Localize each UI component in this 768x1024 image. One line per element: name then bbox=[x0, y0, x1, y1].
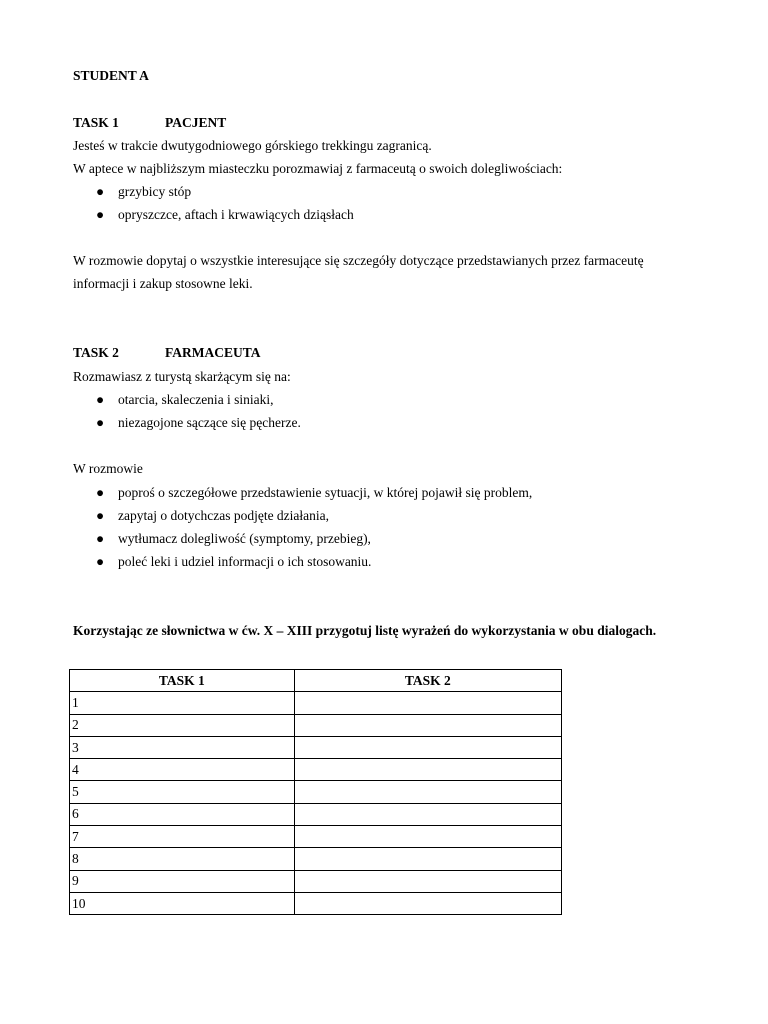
row-number: 7 bbox=[70, 826, 295, 848]
list-item-text: zapytaj o dotychczas podjęte działania, bbox=[118, 508, 330, 523]
table-header-task2: TASK 2 bbox=[294, 670, 561, 692]
bullet-icon: ● bbox=[96, 207, 105, 222]
list-item-text: niezagojone sączące się pęcherze. bbox=[118, 415, 301, 430]
row-number: 3 bbox=[70, 736, 295, 758]
task2-line1: Rozmawiasz z turystą skarżącym się na: bbox=[73, 369, 291, 384]
list-item-text: otarcia, skaleczenia i siniaki, bbox=[118, 392, 274, 407]
blank-cell bbox=[294, 848, 561, 870]
bullet-icon: ● bbox=[96, 554, 105, 569]
blank-cell bbox=[294, 692, 561, 714]
task1-label: TASK 1 bbox=[73, 115, 119, 130]
task1-line2: W aptece w najbliższym miasteczku porozmawiaj z farmaceutą o swoich dolegliwościach: bbox=[73, 161, 563, 176]
table-row bbox=[70, 892, 562, 914]
blank-cell bbox=[294, 736, 561, 758]
table-row bbox=[70, 692, 562, 714]
table-row bbox=[70, 848, 562, 870]
list-item bbox=[96, 184, 191, 200]
blank-cell bbox=[294, 759, 561, 781]
answer-table bbox=[69, 669, 562, 915]
list-item-text: wytłumacz dolegliwość (symptomy, przebieg), bbox=[118, 531, 371, 546]
blank-cell bbox=[294, 803, 561, 825]
task1-role: PACJENT bbox=[165, 115, 227, 130]
row-number: 4 bbox=[70, 759, 295, 781]
row-number: 6 bbox=[70, 803, 295, 825]
table-row bbox=[70, 714, 562, 736]
list-item-text: grzybicy stóp bbox=[118, 184, 192, 199]
bullet-icon: ● bbox=[96, 531, 105, 546]
table-row bbox=[70, 803, 562, 825]
table-row bbox=[70, 826, 562, 848]
list-item bbox=[96, 207, 354, 223]
list-item-text: opryszczce, aftach i krwawiących dziąsłach bbox=[118, 207, 354, 222]
table-header-task1: TASK 1 bbox=[70, 670, 295, 692]
conversation-intro: W rozmowie bbox=[73, 461, 143, 476]
task2-role: FARMACEUTA bbox=[165, 345, 261, 360]
row-number: 8 bbox=[70, 848, 295, 870]
bullet-icon: ● bbox=[96, 508, 105, 523]
instruction: Korzystając ze słownictwa w ćw. X – XIII przygotuj listę wyrażeń do wykorzystania w obu dialogach. bbox=[73, 623, 657, 638]
bullet-icon: ● bbox=[96, 392, 105, 407]
task1-para2: informacji i zakup stosowne leki. bbox=[73, 276, 253, 291]
table-row bbox=[70, 781, 562, 803]
row-number: 2 bbox=[70, 714, 295, 736]
task2-label: TASK 2 bbox=[73, 345, 119, 360]
task1-para1: W rozmowie dopytaj o wszystkie interesujące się szczegóły dotyczące przedstawianych przez farmaceutę bbox=[73, 253, 644, 268]
task1-heading bbox=[73, 115, 226, 131]
list-item-text: poleć leki i udziel informacji o ich stosowaniu. bbox=[118, 554, 372, 569]
blank-cell bbox=[294, 870, 561, 892]
list-item bbox=[96, 508, 329, 524]
blank-cell bbox=[294, 781, 561, 803]
row-number: 5 bbox=[70, 781, 295, 803]
list-item bbox=[96, 485, 532, 501]
table-row bbox=[70, 870, 562, 892]
list-item bbox=[96, 554, 371, 570]
table-header-row bbox=[70, 670, 562, 692]
task2-heading bbox=[73, 345, 261, 361]
bullet-icon: ● bbox=[96, 415, 105, 430]
table-row bbox=[70, 759, 562, 781]
blank-cell bbox=[294, 826, 561, 848]
row-number: 9 bbox=[70, 870, 295, 892]
row-number: 10 bbox=[70, 892, 295, 914]
page-title: STUDENT A bbox=[73, 68, 149, 83]
list-item bbox=[96, 415, 301, 431]
bullet-icon: ● bbox=[96, 485, 105, 500]
list-item bbox=[96, 392, 274, 408]
blank-cell bbox=[294, 714, 561, 736]
bullet-icon: ● bbox=[96, 184, 105, 199]
row-number: 1 bbox=[70, 692, 295, 714]
blank-cell bbox=[294, 892, 561, 914]
table-row bbox=[70, 736, 562, 758]
list-item bbox=[96, 531, 371, 547]
list-item-text: poproś o szczegółowe przedstawienie sytuacji, w której pojawił się problem, bbox=[118, 485, 533, 500]
task1-line1: Jesteś w trakcie dwutygodniowego górskiego trekkingu zagranicą. bbox=[73, 138, 432, 153]
